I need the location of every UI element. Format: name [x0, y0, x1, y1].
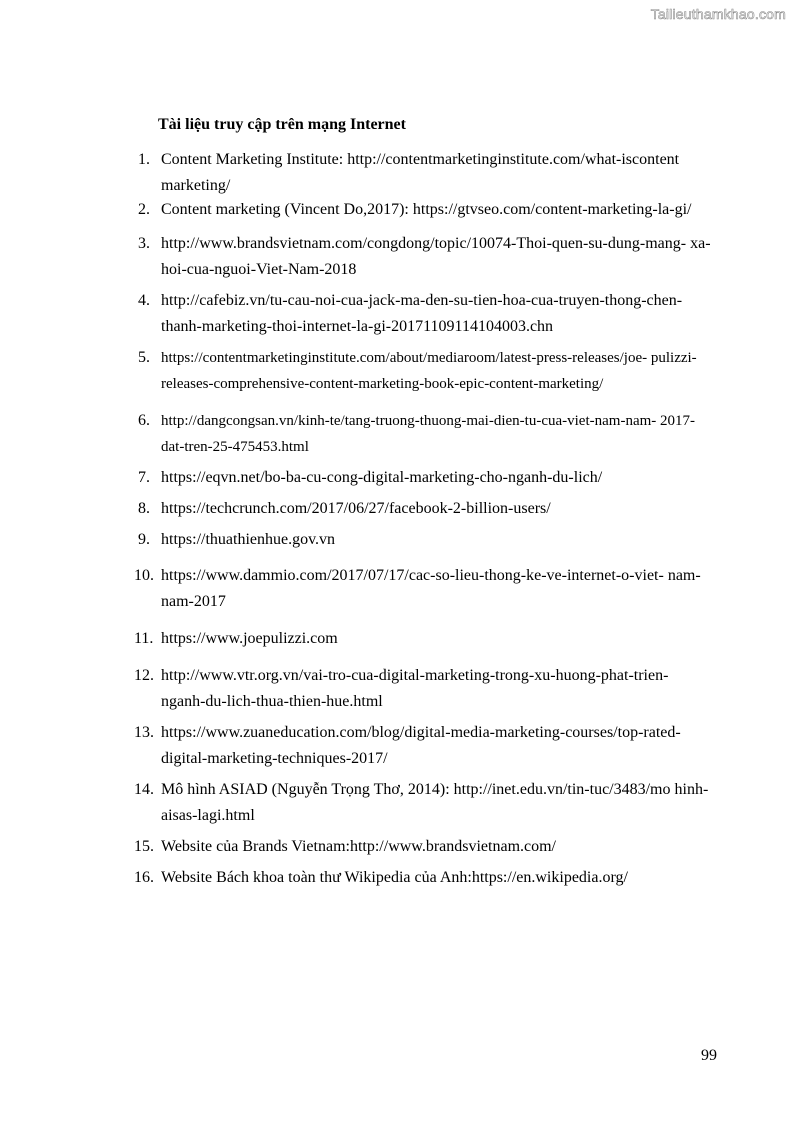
reference-item — [0, 834, 711, 860]
reference-item — [0, 408, 711, 460]
reference-text: https://eqvn.net/bo-ba-cu-cong-digital-marketing-cho-nganh-du-lich/ — [161, 469, 603, 486]
reference-item — [0, 288, 711, 340]
reference-number: 5. — [138, 349, 150, 366]
reference-item — [0, 345, 711, 397]
reference-item — [0, 720, 711, 772]
reference-number: 11. — [134, 630, 154, 647]
reference-text: https://contentmarketinginstitute.com/about/mediaroom/latest-press-releases/joe- pulizzi-releases-comprehensive-content-marketing-book-epic-content-marketing/ — [161, 350, 697, 392]
reference-text: https://techcrunch.com/2017/06/27/facebook-2-billion-users/ — [161, 500, 551, 517]
reference-item — [0, 496, 711, 522]
page-number: 99 — [701, 1047, 717, 1064]
reference-text: https://www.joepulizzi.com — [161, 630, 338, 647]
reference-text: https://www.zuaneducation.com/blog/digital-media-marketing-courses/top-rated- digital-marketing-techniques-2017/ — [161, 724, 681, 767]
reference-number: 3. — [138, 235, 150, 252]
reference-number: 4. — [138, 292, 150, 309]
reference-number: 9. — [138, 531, 150, 548]
reference-text: http://cafebiz.vn/tu-cau-noi-cua-jack-ma-den-su-tien-hoa-cua-truyen-thong-chen- thanh-marketing-thoi-internet-la-gi-20171109114104003.chn — [161, 292, 683, 335]
reference-text: http://www.vtr.org.vn/vai-tro-cua-digital-marketing-trong-xu-huong-phat-trien- nganh-du-lich-thua-thien-hue.html — [161, 667, 669, 710]
reference-number: 14. — [134, 781, 154, 798]
reference-list — [0, 147, 794, 891]
reference-item — [0, 663, 711, 715]
reference-text: Mô hình ASIAD (Nguyễn Trọng Thơ, 2014): http://inet.edu.vn/tin-tuc/3483/mo hinh-aisas-lagi.html — [161, 781, 709, 824]
reference-number: 6. — [138, 412, 150, 429]
reference-text: https://www.dammio.com/2017/07/17/cac-so-lieu-thong-ke-ve-internet-o-viet- nam-nam-2017 — [161, 567, 701, 610]
reference-number: 2. — [138, 201, 150, 218]
reference-item — [0, 231, 711, 283]
reference-item — [0, 465, 711, 491]
reference-item — [0, 147, 711, 199]
reference-number: 7. — [138, 469, 150, 486]
reference-text: Website Bách khoa toàn thư Wikipedia của Anh:https://en.wikipedia.org/ — [161, 869, 628, 886]
reference-text: http://www.brandsvietnam.com/congdong/topic/10074-Thoi-quen-su-dung-mang- xa-hoi-cua-nguoi-Viet-Nam-2018 — [161, 235, 711, 278]
reference-number: 12. — [134, 667, 154, 684]
reference-item — [0, 199, 711, 221]
reference-text: Content marketing (Vincent Do,2017): https://gtvseo.com/content-marketing-la-gi/ — [161, 201, 692, 218]
watermark-text: Tailieuthamkhao.com — [650, 6, 786, 22]
reference-item — [0, 527, 711, 553]
reference-item — [0, 626, 711, 652]
reference-number: 8. — [138, 500, 150, 517]
section-heading: Tài liệu truy cập trên mạng Internet — [158, 116, 406, 133]
reference-number: 15. — [134, 838, 154, 855]
reference-number: 16. — [134, 869, 154, 886]
reference-item — [0, 777, 711, 829]
reference-item — [0, 865, 711, 891]
reference-number: 1. — [138, 151, 150, 168]
reference-text: https://thuathienhue.gov.vn — [161, 531, 336, 548]
reference-number: 13. — [134, 724, 154, 741]
reference-text: Website của Brands Vietnam:http://www.brandsvietnam.com/ — [161, 838, 556, 855]
reference-text: http://dangcongsan.vn/kinh-te/tang-truong-thuong-mai-dien-tu-cua-viet-nam-nam- 2017-dat-tren-25-475453.html — [161, 413, 696, 455]
reference-item — [0, 563, 711, 615]
reference-number: 10. — [134, 567, 154, 584]
reference-text: Content Marketing Institute: http://contentmarketinginstitute.com/what-iscontent marketing/ — [161, 151, 680, 194]
